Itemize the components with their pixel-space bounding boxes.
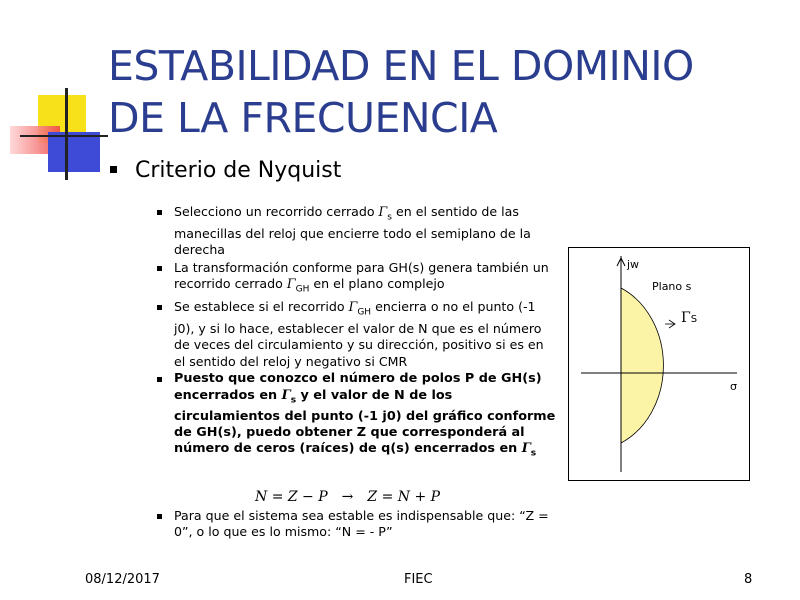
equation — [255, 489, 440, 505]
deco-horizontal-line — [20, 135, 108, 137]
title-line-2: DE LA FRECUENCIA — [108, 94, 498, 142]
square-bullet-icon — [110, 166, 117, 173]
b4-gamma-2: Γ — [521, 441, 531, 457]
arrow-icon: → — [341, 489, 354, 505]
gamma-s-label — [681, 310, 697, 326]
b2-gamma-sub: GH — [295, 284, 310, 295]
plane-s-label: Plano s — [652, 280, 692, 293]
list-item — [157, 260, 557, 298]
bullet-list-2 — [157, 508, 557, 542]
title-line-1: ESTABILIDAD EN EL DOMINIO — [108, 42, 694, 90]
gamma-symbol: Γ — [681, 310, 691, 326]
list-item — [157, 371, 557, 462]
section-heading-text: Criterio de Nyquist — [135, 158, 342, 183]
sigma-label: σ — [730, 380, 737, 393]
b3-text-post: encierra o no el punto (-1 j0), y si lo hace, establecer el valor de N que es el número de veces del circulamiento y su dirección, positivo si es en el sentido del reloj y negativo si CMR — [174, 299, 544, 369]
gamma-sub: S — [690, 314, 698, 325]
b2-text-pre: La transformación conforme para GH(s) genera también un recorrido cerrado — [174, 259, 549, 292]
b2-text-post: en el plano complejo — [309, 276, 445, 292]
b4-text-pre: Puesto que conozco el número de polos P de GH(s) encerrados en — [174, 371, 542, 403]
b1-text-post: en el sentido de las manecillas del reloj que encierre todo el semiplano de la derecha — [174, 204, 531, 258]
b4-text-mid: y el valor de N de los circulamientos del punto (-1 j0) del gráfico conforme de GH(s), puedo obtener Z que corresponderá al número de ceros (raíces) de q(s) encerrados en — [174, 387, 556, 457]
b5-text: Para que el sistema sea estable es indispensable que: “Z = 0”, o lo que es lo mismo: “N = - P” — [174, 508, 549, 540]
footer-page-number: 8 — [744, 572, 753, 587]
list-item — [157, 508, 557, 541]
footer-center: FIEC — [404, 572, 433, 587]
b3-gamma: Γ — [348, 299, 358, 315]
section-heading — [110, 158, 341, 183]
b1-text-pre: Selecciono un recorrido cerrado — [174, 204, 379, 219]
deco-blue-square — [48, 132, 100, 172]
bullet-list — [157, 204, 557, 463]
b4-gamma-sub-2: s — [530, 448, 537, 459]
s-plane-diagram — [568, 247, 750, 481]
equation-right: Z = N + P — [367, 489, 441, 505]
b3-text-pre: Se establece si el recorrido — [174, 299, 349, 315]
list-item — [157, 299, 557, 370]
jw-label: jw — [627, 258, 640, 271]
footer-date: 08/12/2017 — [85, 572, 160, 587]
b1-gamma: Γ — [378, 204, 388, 219]
b3-gamma-sub: GH — [357, 307, 372, 318]
deco-vertical-line — [65, 88, 68, 180]
equation-left: N = Z − P — [255, 489, 328, 505]
slide-title — [108, 40, 788, 144]
b1-gamma-sub: s — [387, 212, 392, 223]
b2-gamma: Γ — [286, 276, 296, 292]
decoration — [0, 0, 110, 190]
b4-gamma: Γ — [281, 387, 291, 403]
list-item — [157, 204, 557, 259]
b4-gamma-sub: s — [290, 395, 297, 406]
right-half-plane-contour — [621, 288, 663, 443]
